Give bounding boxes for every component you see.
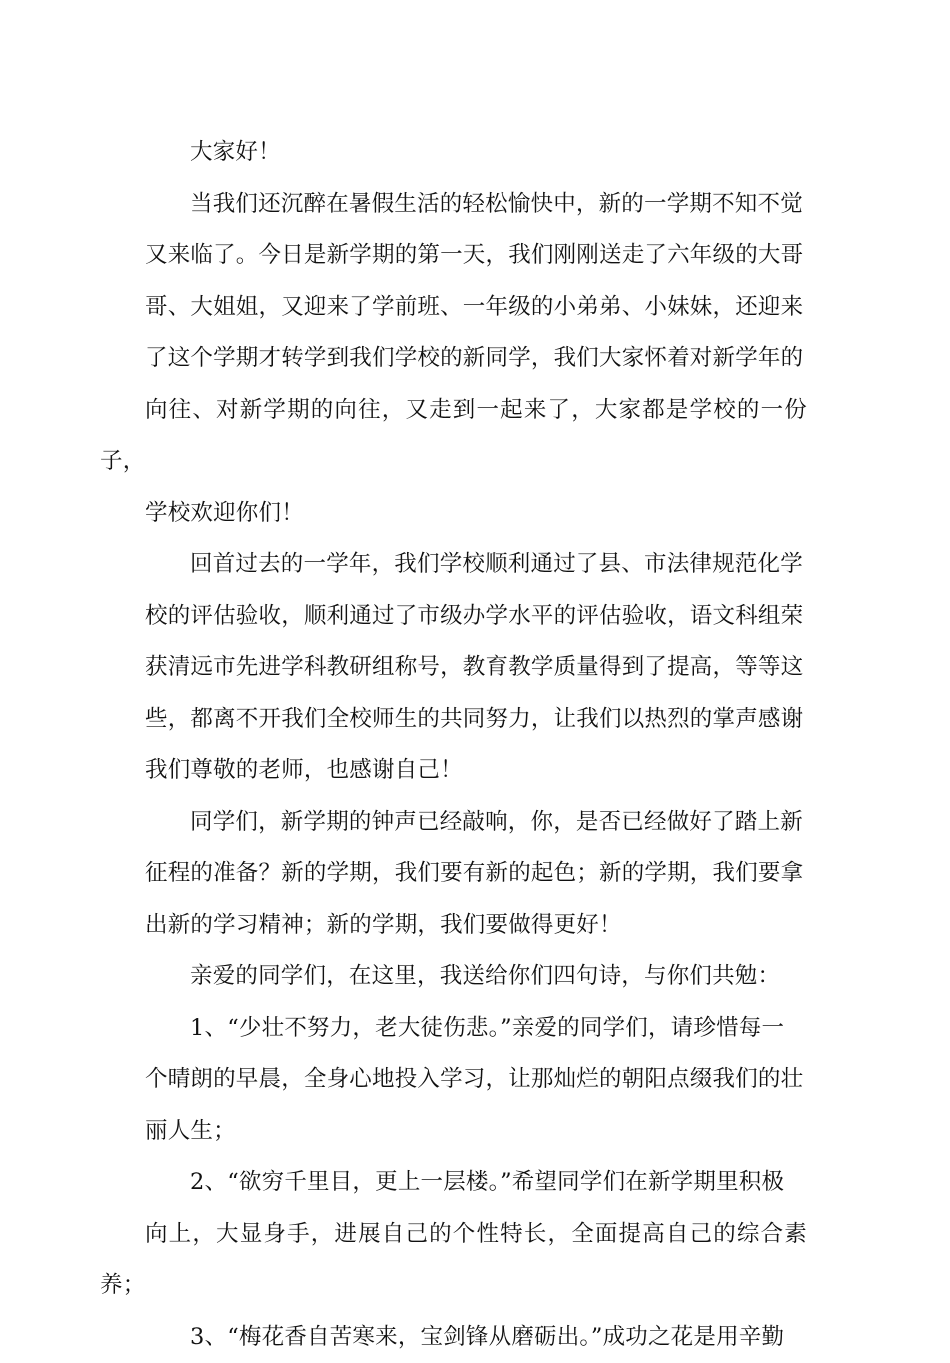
text-line: 2、“欲穷千里目，更上一层楼。”希望同学们在新学期里积极 bbox=[145, 1157, 807, 1209]
paragraph-call-to-action bbox=[145, 797, 807, 952]
text-line: 校的评估验收，顺利通过了市级办学水平的评估验收，语文科组荣 bbox=[100, 591, 807, 643]
paragraph-poem-2 bbox=[145, 1157, 807, 1312]
text-line: 当我们还沉醉在暑假生活的轻松愉快中，新的一学期不知不觉 bbox=[145, 179, 807, 231]
paragraph-greeting bbox=[145, 127, 807, 179]
paragraph-poem-1 bbox=[145, 1003, 807, 1158]
text-line: 又来临了。今日是新学期的第一天，我们刚刚送走了六年级的大哥 bbox=[100, 230, 807, 282]
paragraph-new-semester bbox=[145, 179, 807, 540]
text-line: 大家好！ bbox=[145, 127, 807, 179]
text-line: 1、“少壮不努力，老大徒伤悲。”亲爱的同学们，请珍惜每一 bbox=[145, 1003, 807, 1055]
paragraph-poem-3 bbox=[145, 1312, 807, 1363]
text-line: 获清远市先进学科教研组称号，教育教学质量得到了提高，等等这 bbox=[100, 642, 807, 694]
text-line: 学校欢迎你们！ bbox=[100, 488, 807, 540]
text-line: 3、“梅花香自苦寒来，宝剑锋从磨砺出。”成功之花是用辛勤 bbox=[145, 1312, 807, 1363]
text-line: 我们尊敬的老师，也感谢自己！ bbox=[100, 745, 807, 797]
text-line: 向往、对新学期的向往，又走到一起来了，大家都是学校的一份子， bbox=[100, 385, 807, 488]
text-line: 亲爱的同学们，在这里，我送给你们四句诗，与你们共勉： bbox=[145, 951, 807, 1003]
paragraph-review bbox=[145, 539, 807, 797]
text-line: 了这个学期才转学到我们学校的新同学，我们大家怀着对新学年的 bbox=[100, 333, 807, 385]
text-line: 向上，大显身手，进展自己的个性特长，全面提高自己的综合素养； bbox=[100, 1209, 807, 1312]
document-body bbox=[145, 127, 807, 1363]
text-line: 同学们，新学期的钟声已经敲响，你，是否已经做好了踏上新 bbox=[145, 797, 807, 849]
text-line: 出新的学习精神；新的学期，我们要做得更好！ bbox=[100, 900, 807, 952]
text-line: 征程的准备？新的学期，我们要有新的起色；新的学期，我们要拿 bbox=[100, 848, 807, 900]
text-line: 丽人生； bbox=[100, 1106, 807, 1158]
paragraph-poem-intro bbox=[145, 951, 807, 1003]
text-line: 些，都离不开我们全校师生的共同努力，让我们以热烈的掌声感谢 bbox=[100, 694, 807, 746]
text-line: 回首过去的一学年，我们学校顺利通过了县、市法律规范化学 bbox=[145, 539, 807, 591]
text-line: 哥、大姐姐，又迎来了学前班、一年级的小弟弟、小妹妹，还迎来 bbox=[100, 282, 807, 334]
text-line: 个晴朗的早晨，全身心地投入学习，让那灿烂的朝阳点缀我们的壮 bbox=[100, 1054, 807, 1106]
